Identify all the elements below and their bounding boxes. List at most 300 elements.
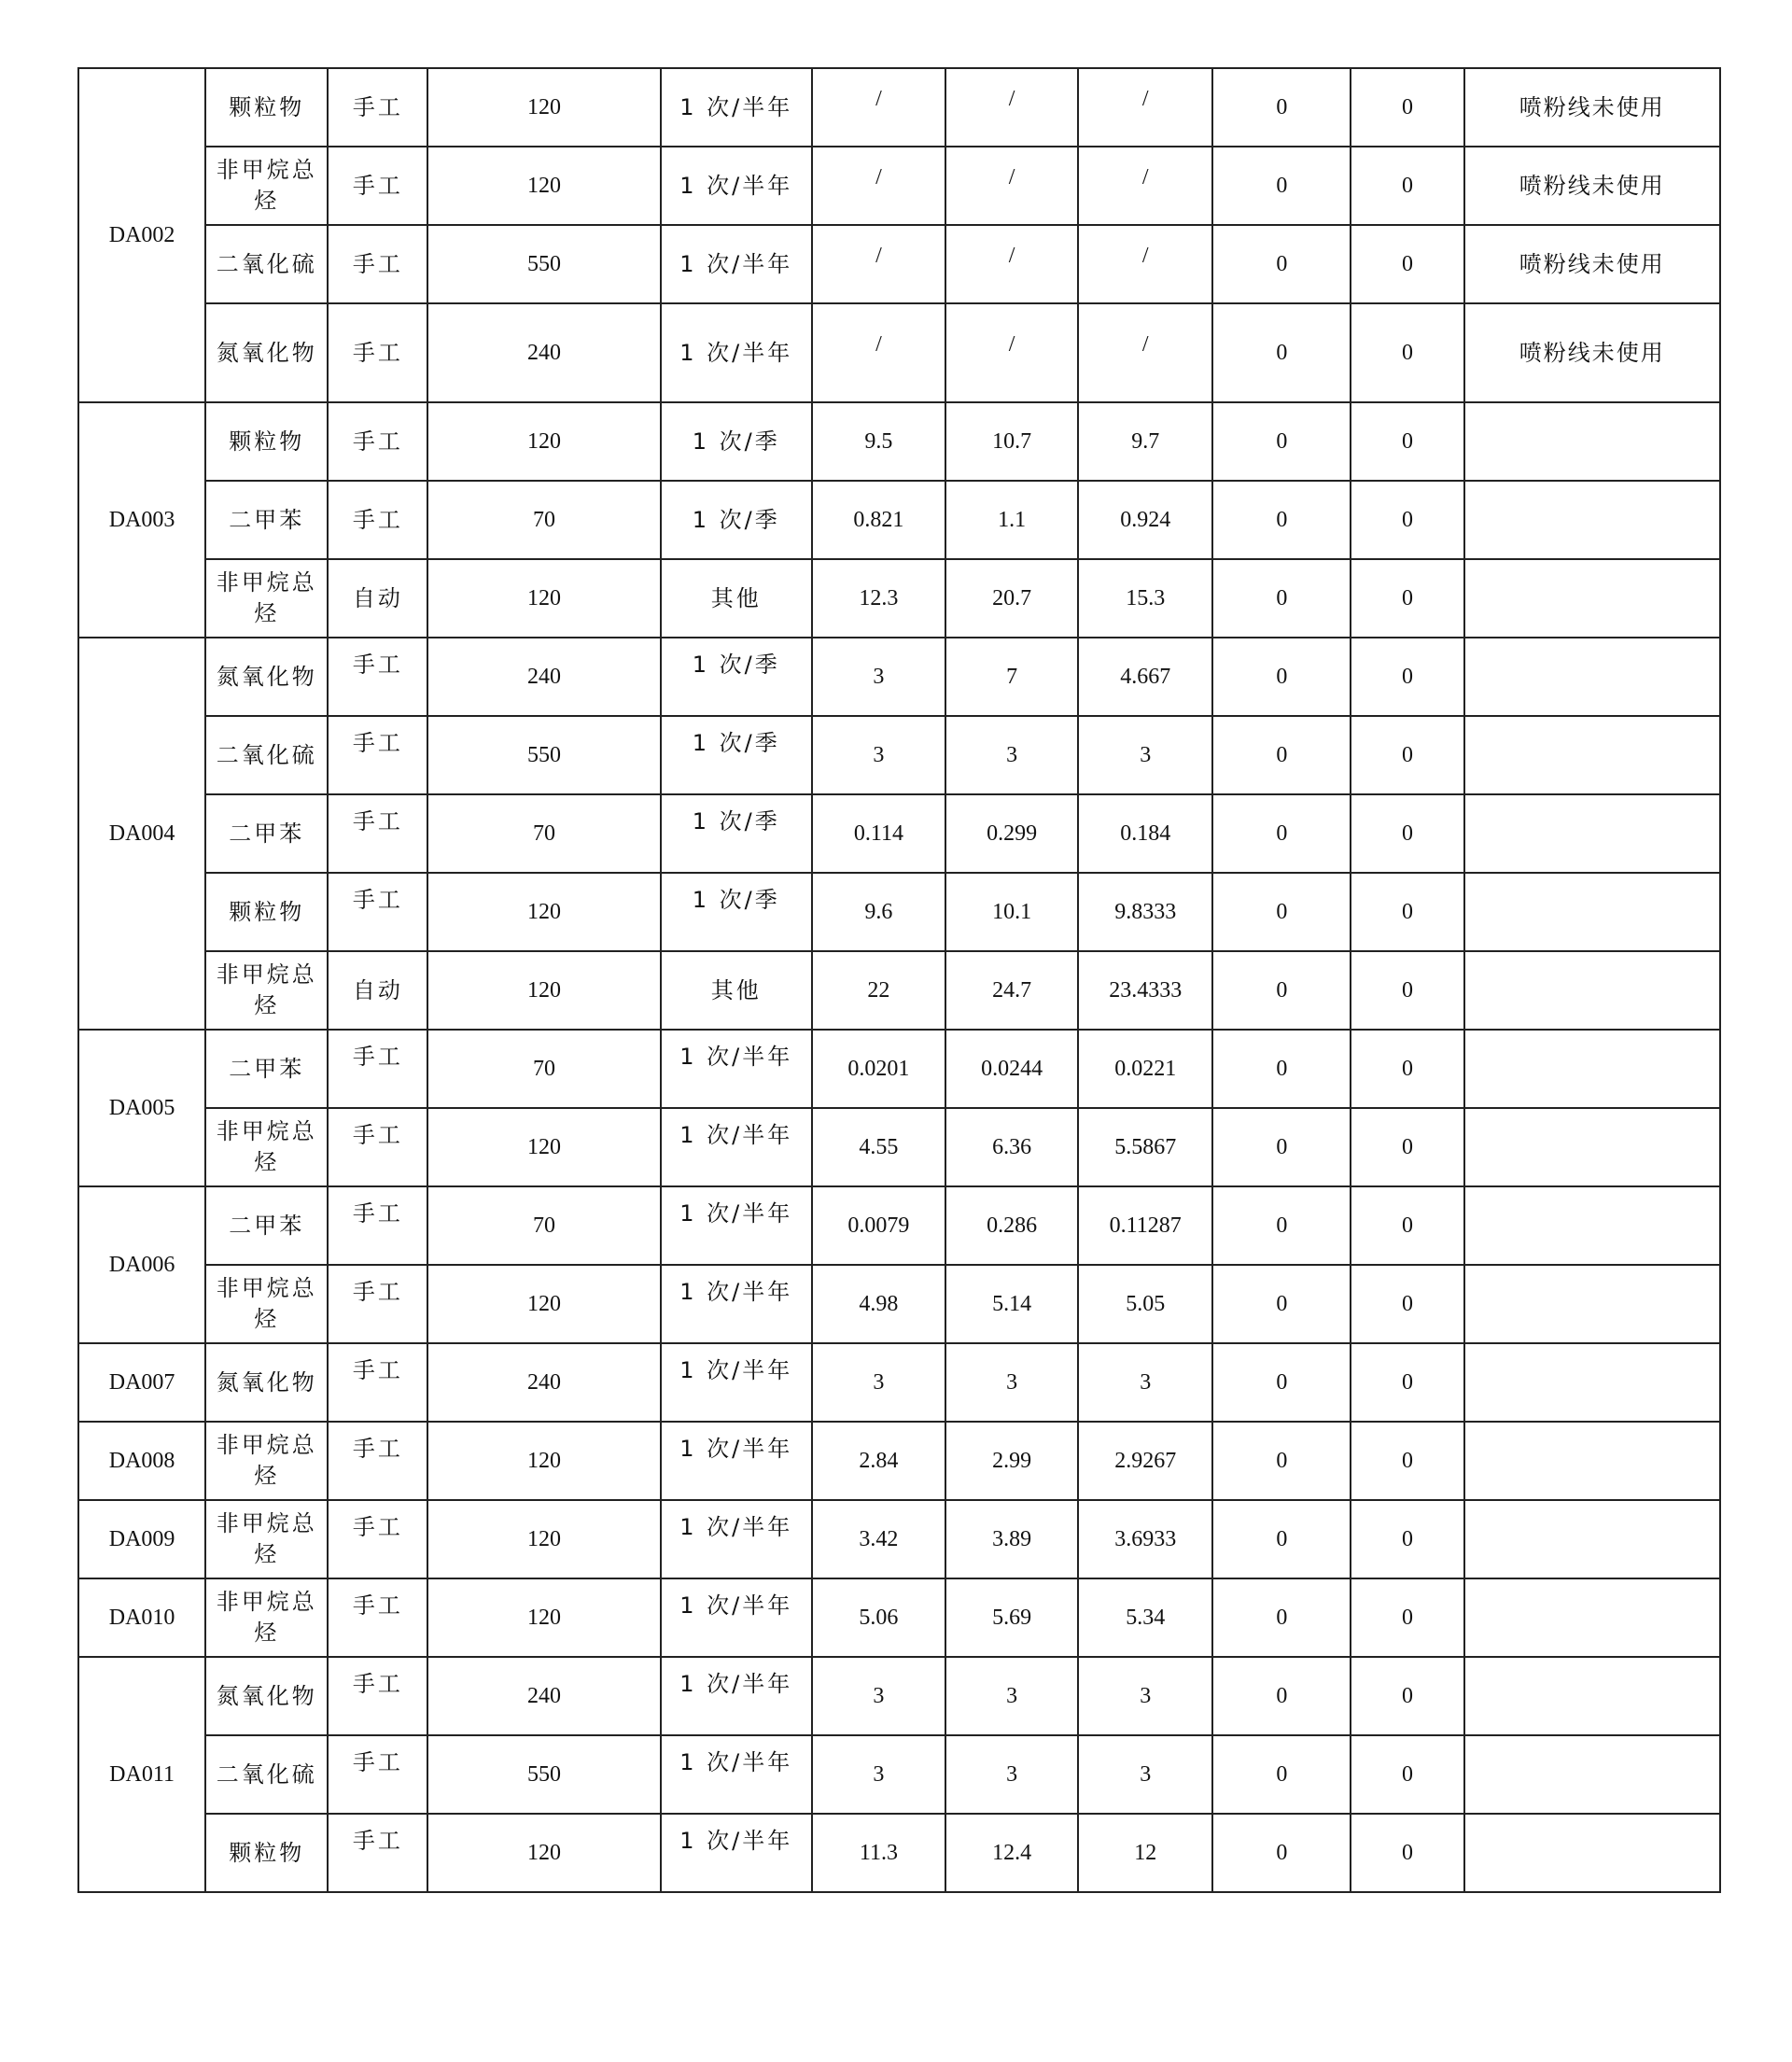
exceed-rate-cell: 0 xyxy=(1351,1265,1463,1343)
limit-cell: 240 xyxy=(427,1343,660,1422)
frequency-text: 1 次/季 xyxy=(692,886,780,913)
min-value-cell: 11.3 xyxy=(812,1814,945,1892)
max-value-cell: 2.99 xyxy=(945,1422,1078,1500)
min-value-cell xyxy=(812,68,945,147)
method-text: 手工 xyxy=(352,1435,403,1462)
outlet-id-cell: DA007 xyxy=(78,1343,205,1422)
exceed-count-cell: 0 xyxy=(1212,794,1351,873)
pollutant-cell: 非甲烷总烃 xyxy=(205,1500,328,1578)
not-applicable-mark: / xyxy=(1141,331,1149,357)
exceed-count-cell: 0 xyxy=(1212,873,1351,951)
exceed-rate-cell: 0 xyxy=(1351,716,1463,794)
max-value-cell: 5.14 xyxy=(945,1265,1078,1343)
not-applicable-mark: / xyxy=(1008,243,1015,268)
method-cell: 自动 xyxy=(328,951,427,1030)
method-text: 手工 xyxy=(352,1670,403,1697)
frequency-cell xyxy=(661,716,812,794)
min-value-cell: 3 xyxy=(812,1657,945,1735)
frequency-cell xyxy=(661,638,812,716)
max-value-cell: 0.0244 xyxy=(945,1030,1078,1108)
exceed-count-cell: 0 xyxy=(1212,1422,1351,1500)
note-cell xyxy=(1464,1578,1720,1657)
table-body xyxy=(78,68,1720,1892)
method-cell xyxy=(328,716,427,794)
note-cell xyxy=(1464,873,1720,951)
not-applicable-mark: / xyxy=(1008,164,1015,189)
max-value-cell: 12.4 xyxy=(945,1814,1078,1892)
frequency-text: 1 次/半年 xyxy=(679,1513,793,1540)
max-value-cell: 24.7 xyxy=(945,951,1078,1030)
exceed-rate-cell: 0 xyxy=(1351,873,1463,951)
frequency-cell: 1 次/季 xyxy=(661,481,812,559)
avg-value-cell: 0.0221 xyxy=(1078,1030,1212,1108)
avg-value-cell xyxy=(1078,225,1212,303)
frequency-cell: 1 次/半年 xyxy=(661,68,812,147)
frequency-cell: 1 次/半年 xyxy=(661,303,812,402)
frequency-cell: 其他 xyxy=(661,559,812,638)
note-cell xyxy=(1464,1265,1720,1343)
exceed-count-cell: 0 xyxy=(1212,1265,1351,1343)
limit-cell: 120 xyxy=(427,1265,660,1343)
exceed-rate-cell: 0 xyxy=(1351,1343,1463,1422)
table-row xyxy=(78,1735,1720,1814)
exceed-rate-cell: 0 xyxy=(1351,1108,1463,1186)
max-value-cell: 3 xyxy=(945,1657,1078,1735)
limit-cell: 120 xyxy=(427,1578,660,1657)
frequency-text: 1 次/半年 xyxy=(679,1278,793,1305)
max-value-cell: 1.1 xyxy=(945,481,1078,559)
frequency-text: 1 次/半年 xyxy=(679,1043,793,1070)
table-row xyxy=(78,1578,1720,1657)
method-cell xyxy=(328,1265,427,1343)
limit-cell: 240 xyxy=(427,638,660,716)
table-row xyxy=(78,638,1720,716)
min-value-cell: 9.5 xyxy=(812,402,945,481)
emission-monitoring-table xyxy=(77,67,1721,1893)
table-row xyxy=(78,1030,1720,1108)
outlet-id-cell: DA005 xyxy=(78,1030,205,1186)
exceed-count-cell: 0 xyxy=(1212,68,1351,147)
limit-cell: 550 xyxy=(427,716,660,794)
method-text: 手工 xyxy=(352,886,403,913)
limit-cell: 70 xyxy=(427,794,660,873)
method-cell: 手工 xyxy=(328,481,427,559)
method-text: 手工 xyxy=(352,1748,403,1775)
method-text: 手工 xyxy=(352,1199,403,1227)
max-value-cell: 3 xyxy=(945,1343,1078,1422)
table-row xyxy=(78,873,1720,951)
note-cell: 喷粉线未使用 xyxy=(1464,225,1720,303)
table-row xyxy=(78,147,1720,225)
min-value-cell: 0.821 xyxy=(812,481,945,559)
limit-cell: 120 xyxy=(427,1108,660,1186)
not-applicable-mark: / xyxy=(875,243,882,268)
table-row xyxy=(78,1422,1720,1500)
frequency-cell: 1 次/季 xyxy=(661,402,812,481)
avg-value-cell xyxy=(1078,303,1212,402)
table-row xyxy=(78,1343,1720,1422)
avg-value-cell: 0.924 xyxy=(1078,481,1212,559)
avg-value-cell: 5.5867 xyxy=(1078,1108,1212,1186)
min-value-cell: 3 xyxy=(812,716,945,794)
exceed-rate-cell: 0 xyxy=(1351,638,1463,716)
pollutant-cell: 二氧化硫 xyxy=(205,1735,328,1814)
exceed-count-cell: 0 xyxy=(1212,225,1351,303)
limit-cell: 120 xyxy=(427,402,660,481)
exceed-rate-cell: 0 xyxy=(1351,1422,1463,1500)
note-cell xyxy=(1464,794,1720,873)
frequency-text: 1 次/季 xyxy=(692,729,780,756)
note-cell: 喷粉线未使用 xyxy=(1464,147,1720,225)
min-value-cell xyxy=(812,303,945,402)
limit-cell: 120 xyxy=(427,1814,660,1892)
table-row xyxy=(78,559,1720,638)
note-cell xyxy=(1464,1343,1720,1422)
min-value-cell: 0.0079 xyxy=(812,1186,945,1265)
method-cell xyxy=(328,1422,427,1500)
outlet-id-cell: DA010 xyxy=(78,1578,205,1657)
exceed-rate-cell: 0 xyxy=(1351,147,1463,225)
method-cell xyxy=(328,1657,427,1735)
method-cell: 手工 xyxy=(328,402,427,481)
avg-value-cell xyxy=(1078,147,1212,225)
max-value-cell: 0.286 xyxy=(945,1186,1078,1265)
method-text: 手工 xyxy=(352,1827,403,1854)
not-applicable-mark: / xyxy=(1141,86,1149,111)
not-applicable-mark: / xyxy=(875,164,882,189)
avg-value-cell: 3 xyxy=(1078,1735,1212,1814)
frequency-text: 1 次/季 xyxy=(692,807,780,835)
exceed-rate-cell: 0 xyxy=(1351,1814,1463,1892)
not-applicable-mark: / xyxy=(1008,331,1015,357)
pollutant-cell: 二氧化硫 xyxy=(205,225,328,303)
note-cell xyxy=(1464,481,1720,559)
method-cell: 手工 xyxy=(328,68,427,147)
avg-value-cell: 5.34 xyxy=(1078,1578,1212,1657)
limit-cell: 240 xyxy=(427,1657,660,1735)
limit-cell: 550 xyxy=(427,225,660,303)
min-value-cell: 3.42 xyxy=(812,1500,945,1578)
pollutant-cell: 二甲苯 xyxy=(205,1186,328,1265)
table-row xyxy=(78,716,1720,794)
limit-cell: 120 xyxy=(427,68,660,147)
table-row xyxy=(78,402,1720,481)
frequency-cell xyxy=(661,1030,812,1108)
max-value-cell: 10.1 xyxy=(945,873,1078,951)
exceed-count-cell: 0 xyxy=(1212,402,1351,481)
table-row xyxy=(78,1265,1720,1343)
pollutant-cell: 非甲烷总烃 xyxy=(205,1108,328,1186)
pollutant-cell: 非甲烷总烃 xyxy=(205,147,328,225)
exceed-count-cell: 0 xyxy=(1212,1186,1351,1265)
exceed-rate-cell: 0 xyxy=(1351,225,1463,303)
frequency-cell xyxy=(661,794,812,873)
pollutant-cell: 非甲烷总烃 xyxy=(205,951,328,1030)
min-value-cell xyxy=(812,225,945,303)
method-text: 手工 xyxy=(352,651,403,678)
method-cell xyxy=(328,1343,427,1422)
pollutant-cell: 颗粒物 xyxy=(205,873,328,951)
note-cell xyxy=(1464,1657,1720,1735)
avg-value-cell xyxy=(1078,68,1212,147)
table-row xyxy=(78,1500,1720,1578)
not-applicable-mark: / xyxy=(875,86,882,111)
min-value-cell: 3 xyxy=(812,1735,945,1814)
min-value-cell: 0.114 xyxy=(812,794,945,873)
outlet-id-cell: DA003 xyxy=(78,402,205,638)
note-cell xyxy=(1464,1186,1720,1265)
method-cell xyxy=(328,638,427,716)
method-cell: 手工 xyxy=(328,225,427,303)
max-value-cell: 3 xyxy=(945,1735,1078,1814)
outlet-id-cell: DA009 xyxy=(78,1500,205,1578)
note-cell xyxy=(1464,1108,1720,1186)
limit-cell: 240 xyxy=(427,303,660,402)
min-value-cell: 9.6 xyxy=(812,873,945,951)
exceed-count-cell: 0 xyxy=(1212,559,1351,638)
outlet-id-cell: DA011 xyxy=(78,1657,205,1892)
max-value-cell: 5.69 xyxy=(945,1578,1078,1657)
min-value-cell: 0.0201 xyxy=(812,1030,945,1108)
avg-value-cell: 3 xyxy=(1078,1657,1212,1735)
note-cell xyxy=(1464,951,1720,1030)
method-cell xyxy=(328,1735,427,1814)
pollutant-cell: 氮氧化物 xyxy=(205,638,328,716)
frequency-cell: 其他 xyxy=(661,951,812,1030)
frequency-cell: 1 次/半年 xyxy=(661,225,812,303)
exceed-rate-cell: 0 xyxy=(1351,1735,1463,1814)
pollutant-cell: 颗粒物 xyxy=(205,1814,328,1892)
exceed-count-cell: 0 xyxy=(1212,147,1351,225)
avg-value-cell: 3 xyxy=(1078,1343,1212,1422)
method-cell: 手工 xyxy=(328,303,427,402)
table-row xyxy=(78,68,1720,147)
exceed-count-cell: 0 xyxy=(1212,1578,1351,1657)
note-cell xyxy=(1464,716,1720,794)
exceed-count-cell: 0 xyxy=(1212,638,1351,716)
frequency-text: 1 次/半年 xyxy=(679,1121,793,1148)
pollutant-cell: 非甲烷总烃 xyxy=(205,1265,328,1343)
avg-value-cell: 0.184 xyxy=(1078,794,1212,873)
exceed-rate-cell: 0 xyxy=(1351,303,1463,402)
pollutant-cell: 非甲烷总烃 xyxy=(205,1422,328,1500)
min-value-cell: 12.3 xyxy=(812,559,945,638)
exceed-count-cell: 0 xyxy=(1212,1343,1351,1422)
method-text: 手工 xyxy=(352,1513,403,1540)
max-value-cell xyxy=(945,225,1078,303)
outlet-id-cell: DA006 xyxy=(78,1186,205,1343)
not-applicable-mark: / xyxy=(875,331,882,357)
note-cell xyxy=(1464,1500,1720,1578)
note-cell xyxy=(1464,1814,1720,1892)
max-value-cell xyxy=(945,68,1078,147)
method-cell xyxy=(328,1186,427,1265)
frequency-cell xyxy=(661,1108,812,1186)
frequency-cell xyxy=(661,1735,812,1814)
exceed-count-cell: 0 xyxy=(1212,481,1351,559)
outlet-id-cell: DA008 xyxy=(78,1422,205,1500)
limit-cell: 70 xyxy=(427,1030,660,1108)
min-value-cell: 4.98 xyxy=(812,1265,945,1343)
note-cell: 喷粉线未使用 xyxy=(1464,303,1720,402)
pollutant-cell: 颗粒物 xyxy=(205,402,328,481)
exceed-count-cell: 0 xyxy=(1212,1108,1351,1186)
pollutant-cell: 氮氧化物 xyxy=(205,303,328,402)
limit-cell: 120 xyxy=(427,873,660,951)
exceed-rate-cell: 0 xyxy=(1351,1500,1463,1578)
frequency-text: 1 次/半年 xyxy=(679,1356,793,1383)
method-cell xyxy=(328,1500,427,1578)
pollutant-cell: 二甲苯 xyxy=(205,1030,328,1108)
avg-value-cell: 2.9267 xyxy=(1078,1422,1212,1500)
max-value-cell: 7 xyxy=(945,638,1078,716)
method-cell xyxy=(328,1814,427,1892)
avg-value-cell: 5.05 xyxy=(1078,1265,1212,1343)
exceed-count-cell: 0 xyxy=(1212,1814,1351,1892)
min-value-cell: 22 xyxy=(812,951,945,1030)
max-value-cell xyxy=(945,303,1078,402)
frequency-cell xyxy=(661,1422,812,1500)
frequency-cell xyxy=(661,1578,812,1657)
limit-cell: 120 xyxy=(427,147,660,225)
table-row xyxy=(78,1108,1720,1186)
avg-value-cell: 3.6933 xyxy=(1078,1500,1212,1578)
exceed-count-cell: 0 xyxy=(1212,1657,1351,1735)
method-cell xyxy=(328,794,427,873)
table-row xyxy=(78,225,1720,303)
method-text: 手工 xyxy=(352,1121,403,1148)
frequency-text: 1 次/半年 xyxy=(679,1435,793,1462)
exceed-rate-cell: 0 xyxy=(1351,1578,1463,1657)
frequency-cell xyxy=(661,1343,812,1422)
frequency-cell xyxy=(661,1657,812,1735)
exceed-rate-cell: 0 xyxy=(1351,1657,1463,1735)
frequency-text: 1 次/半年 xyxy=(679,1748,793,1775)
max-value-cell: 6.36 xyxy=(945,1108,1078,1186)
frequency-cell: 1 次/半年 xyxy=(661,147,812,225)
note-cell xyxy=(1464,402,1720,481)
method-cell: 手工 xyxy=(328,147,427,225)
method-text: 手工 xyxy=(352,1043,403,1070)
method-cell: 自动 xyxy=(328,559,427,638)
limit-cell: 120 xyxy=(427,951,660,1030)
limit-cell: 550 xyxy=(427,1735,660,1814)
pollutant-cell: 非甲烷总烃 xyxy=(205,559,328,638)
table-row xyxy=(78,303,1720,402)
pollutant-cell: 二氧化硫 xyxy=(205,716,328,794)
exceed-rate-cell: 0 xyxy=(1351,402,1463,481)
min-value-cell: 3 xyxy=(812,1343,945,1422)
frequency-text: 1 次/半年 xyxy=(679,1827,793,1854)
exceed-count-cell: 0 xyxy=(1212,1030,1351,1108)
exceed-count-cell: 0 xyxy=(1212,1500,1351,1578)
method-cell xyxy=(328,1578,427,1657)
method-text: 手工 xyxy=(352,1278,403,1305)
avg-value-cell: 15.3 xyxy=(1078,559,1212,638)
min-value-cell: 3 xyxy=(812,638,945,716)
avg-value-cell: 0.11287 xyxy=(1078,1186,1212,1265)
avg-value-cell: 4.667 xyxy=(1078,638,1212,716)
exceed-rate-cell: 0 xyxy=(1351,1030,1463,1108)
note-cell xyxy=(1464,1030,1720,1108)
not-applicable-mark: / xyxy=(1141,164,1149,189)
exceed-rate-cell: 0 xyxy=(1351,951,1463,1030)
min-value-cell xyxy=(812,147,945,225)
note-cell: 喷粉线未使用 xyxy=(1464,68,1720,147)
frequency-cell xyxy=(661,1500,812,1578)
exceed-rate-cell: 0 xyxy=(1351,1186,1463,1265)
table-row xyxy=(78,794,1720,873)
frequency-text: 1 次/半年 xyxy=(679,1592,793,1619)
method-text: 手工 xyxy=(352,807,403,835)
method-text: 手工 xyxy=(352,729,403,756)
max-value-cell: 0.299 xyxy=(945,794,1078,873)
exceed-count-cell: 0 xyxy=(1212,951,1351,1030)
limit-cell: 70 xyxy=(427,1186,660,1265)
table-row xyxy=(78,951,1720,1030)
outlet-id-cell: DA004 xyxy=(78,638,205,1030)
max-value-cell: 10.7 xyxy=(945,402,1078,481)
table-row xyxy=(78,1186,1720,1265)
frequency-text: 1 次/半年 xyxy=(679,1199,793,1227)
note-cell xyxy=(1464,638,1720,716)
max-value-cell: 20.7 xyxy=(945,559,1078,638)
note-cell xyxy=(1464,559,1720,638)
min-value-cell: 2.84 xyxy=(812,1422,945,1500)
table-row xyxy=(78,1657,1720,1735)
exceed-count-cell: 0 xyxy=(1212,303,1351,402)
exceed-rate-cell: 0 xyxy=(1351,68,1463,147)
pollutant-cell: 二甲苯 xyxy=(205,481,328,559)
note-cell xyxy=(1464,1422,1720,1500)
exceed-rate-cell: 0 xyxy=(1351,794,1463,873)
method-cell xyxy=(328,1030,427,1108)
outlet-id-cell: DA002 xyxy=(78,68,205,402)
method-cell xyxy=(328,1108,427,1186)
min-value-cell: 5.06 xyxy=(812,1578,945,1657)
pollutant-cell: 非甲烷总烃 xyxy=(205,1578,328,1657)
avg-value-cell: 23.4333 xyxy=(1078,951,1212,1030)
max-value-cell xyxy=(945,147,1078,225)
frequency-text: 1 次/半年 xyxy=(679,1670,793,1697)
not-applicable-mark: / xyxy=(1008,86,1015,111)
method-text: 手工 xyxy=(352,1356,403,1383)
limit-cell: 70 xyxy=(427,481,660,559)
max-value-cell: 3 xyxy=(945,716,1078,794)
frequency-cell xyxy=(661,873,812,951)
note-cell xyxy=(1464,1735,1720,1814)
min-value-cell: 4.55 xyxy=(812,1108,945,1186)
frequency-cell xyxy=(661,1265,812,1343)
frequency-cell xyxy=(661,1814,812,1892)
avg-value-cell: 9.8333 xyxy=(1078,873,1212,951)
limit-cell: 120 xyxy=(427,559,660,638)
avg-value-cell: 9.7 xyxy=(1078,402,1212,481)
exceed-count-cell: 0 xyxy=(1212,1735,1351,1814)
exceed-rate-cell: 0 xyxy=(1351,481,1463,559)
method-text: 手工 xyxy=(352,1592,403,1619)
pollutant-cell: 氮氧化物 xyxy=(205,1657,328,1735)
limit-cell: 120 xyxy=(427,1500,660,1578)
max-value-cell: 3.89 xyxy=(945,1500,1078,1578)
exceed-count-cell: 0 xyxy=(1212,716,1351,794)
frequency-cell xyxy=(661,1186,812,1265)
table-row xyxy=(78,481,1720,559)
frequency-text: 1 次/季 xyxy=(692,651,780,678)
exceed-rate-cell: 0 xyxy=(1351,559,1463,638)
limit-cell: 120 xyxy=(427,1422,660,1500)
avg-value-cell: 3 xyxy=(1078,716,1212,794)
